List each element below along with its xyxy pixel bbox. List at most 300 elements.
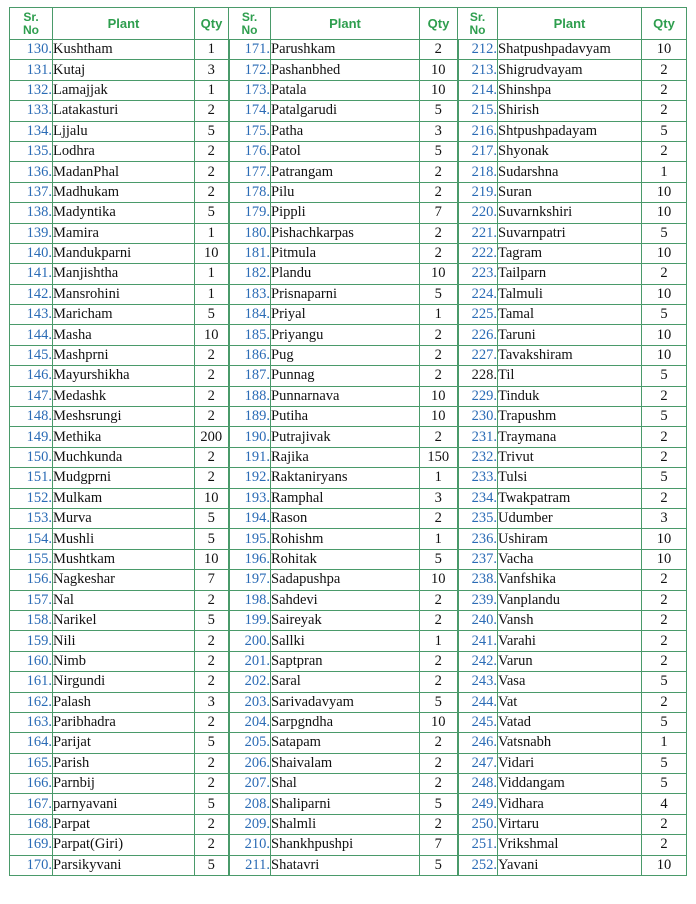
plant-name-cell: Rason <box>271 508 420 528</box>
serial-number-cell: 197. <box>229 570 271 590</box>
plant-name-cell: Mashprni <box>53 345 195 365</box>
serial-number-cell: 167. <box>10 794 53 814</box>
quantity-cell: 2 <box>642 386 687 406</box>
plant-name-cell: Til <box>498 366 642 386</box>
plant-name-cell: Madyntika <box>53 203 195 223</box>
plant-name-cell: Varahi <box>498 631 642 651</box>
serial-number-cell: 155. <box>10 549 53 569</box>
plant-name-cell: Suvarnpatri <box>498 223 642 243</box>
plant-name-cell: Saral <box>271 672 420 692</box>
table-row <box>10 651 687 671</box>
quantity-cell: 1 <box>420 529 458 549</box>
quantity-cell: 2 <box>195 835 229 855</box>
serial-number-cell: 132. <box>10 80 53 100</box>
serial-number-cell: 245. <box>458 712 498 732</box>
plant-quantity-table <box>9 7 687 876</box>
serial-number-cell: 137. <box>10 182 53 202</box>
quantity-cell: 5 <box>642 468 687 488</box>
serial-number-cell: 185. <box>229 325 271 345</box>
serial-number-cell: 135. <box>10 141 53 161</box>
serial-number-cell: 170. <box>10 855 53 875</box>
plant-name-cell: Rohishm <box>271 529 420 549</box>
plant-name-cell: Suran <box>498 182 642 202</box>
quantity-cell: 2 <box>642 488 687 508</box>
header-row <box>10 8 687 40</box>
quantity-cell: 3 <box>195 60 229 80</box>
serial-number-cell: 227. <box>458 345 498 365</box>
plant-name-cell: Sudarshna <box>498 162 642 182</box>
serial-number-cell: 192. <box>229 468 271 488</box>
plant-name-cell: Nili <box>53 631 195 651</box>
serial-number-cell: 144. <box>10 325 53 345</box>
table-row <box>10 814 687 834</box>
quantity-cell: 2 <box>420 672 458 692</box>
serial-number-cell: 198. <box>229 590 271 610</box>
serial-number-cell: 232. <box>458 447 498 467</box>
serial-number-cell: 210. <box>229 835 271 855</box>
serial-number-cell: 180. <box>229 223 271 243</box>
quantity-cell: 5 <box>642 407 687 427</box>
serial-number-cell: 238. <box>458 570 498 590</box>
plant-name-cell: Lamajjak <box>53 80 195 100</box>
plant-name-cell: Ramphal <box>271 488 420 508</box>
plant-name-cell: Pitmula <box>271 243 420 263</box>
table-row <box>10 794 687 814</box>
quantity-cell: 2 <box>642 427 687 447</box>
serial-number-cell: 141. <box>10 264 53 284</box>
plant-name-cell: Sallki <box>271 631 420 651</box>
plant-name-cell: Mulkam <box>53 488 195 508</box>
serial-number-cell: 244. <box>458 692 498 712</box>
table-row <box>10 60 687 80</box>
quantity-cell: 5 <box>195 733 229 753</box>
serial-number-cell: 136. <box>10 162 53 182</box>
serial-number-cell: 213. <box>458 60 498 80</box>
quantity-cell: 5 <box>195 529 229 549</box>
quantity-cell: 5 <box>420 855 458 875</box>
quantity-cell: 2 <box>420 162 458 182</box>
plant-name-cell: Parushkam <box>271 40 420 60</box>
serial-number-cell: 131. <box>10 60 53 80</box>
quantity-cell: 2 <box>195 468 229 488</box>
quantity-cell: 10 <box>195 243 229 263</box>
plant-name-cell: Sarpgndha <box>271 712 420 732</box>
quantity-cell: 2 <box>195 651 229 671</box>
plant-name-cell: Traymana <box>498 427 642 447</box>
serial-number-cell: 168. <box>10 814 53 834</box>
quantity-cell: 7 <box>420 835 458 855</box>
quantity-cell: 1 <box>195 80 229 100</box>
plant-name-cell: Yavani <box>498 855 642 875</box>
serial-number-cell: 223. <box>458 264 498 284</box>
plant-name-cell: Mushtkam <box>53 549 195 569</box>
plant-name-cell: Patol <box>271 141 420 161</box>
plant-name-cell: Nagkeshar <box>53 570 195 590</box>
quantity-cell: 2 <box>420 325 458 345</box>
quantity-cell: 3 <box>642 508 687 528</box>
quantity-cell: 150 <box>420 447 458 467</box>
table-row <box>10 223 687 243</box>
plant-name-cell: Vanplandu <box>498 590 642 610</box>
serial-number-cell: 229. <box>458 386 498 406</box>
plant-name-cell: Shatavri <box>271 855 420 875</box>
plant-name-cell: Priyal <box>271 305 420 325</box>
quantity-cell: 200 <box>195 427 229 447</box>
quantity-cell: 2 <box>195 753 229 773</box>
plant-name-cell: Pishachkarpas <box>271 223 420 243</box>
quantity-cell: 2 <box>420 733 458 753</box>
plant-name-cell: Punnarnava <box>271 386 420 406</box>
serial-number-cell: 166. <box>10 774 53 794</box>
plant-name-cell: Prisnaparni <box>271 284 420 304</box>
table-row <box>10 672 687 692</box>
serial-number-cell: 162. <box>10 692 53 712</box>
serial-number-cell: 159. <box>10 631 53 651</box>
table-row <box>10 40 687 60</box>
plant-name-cell: Satapam <box>271 733 420 753</box>
quantity-cell: 10 <box>420 570 458 590</box>
table-row <box>10 386 687 406</box>
serial-number-cell: 214. <box>458 80 498 100</box>
quantity-cell: 2 <box>642 610 687 630</box>
serial-number-cell: 246. <box>458 733 498 753</box>
serial-number-cell: 248. <box>458 774 498 794</box>
plant-name-cell: Nirgundi <box>53 672 195 692</box>
quantity-cell: 10 <box>642 529 687 549</box>
serial-number-cell: 205. <box>229 733 271 753</box>
plant-name-cell: Paribhadra <box>53 712 195 732</box>
plant-name-cell: Sadapushpa <box>271 570 420 590</box>
quantity-cell: 2 <box>420 610 458 630</box>
serial-number-cell: 172. <box>229 60 271 80</box>
plant-name-cell: Trivut <box>498 447 642 467</box>
table-row <box>10 712 687 732</box>
quantity-cell: 5 <box>642 712 687 732</box>
quantity-cell: 2 <box>420 590 458 610</box>
table-row <box>10 427 687 447</box>
quantity-cell: 5 <box>420 794 458 814</box>
plant-name-cell: Parpat <box>53 814 195 834</box>
quantity-cell: 10 <box>642 549 687 569</box>
table-row <box>10 631 687 651</box>
serial-number-cell: 181. <box>229 243 271 263</box>
serial-number-cell: 139. <box>10 223 53 243</box>
plant-name-cell: Priyangu <box>271 325 420 345</box>
table-row <box>10 345 687 365</box>
serial-number-cell: 158. <box>10 610 53 630</box>
quantity-cell: 2 <box>195 366 229 386</box>
plant-name-cell: Parsikyvani <box>53 855 195 875</box>
quantity-cell: 2 <box>642 141 687 161</box>
quantity-cell: 5 <box>420 101 458 121</box>
quantity-cell: 2 <box>195 631 229 651</box>
serial-number-cell: 208. <box>229 794 271 814</box>
serial-number-cell: 177. <box>229 162 271 182</box>
plant-name-cell: Tulsi <box>498 468 642 488</box>
serial-number-cell: 191. <box>229 447 271 467</box>
serial-number-cell: 224. <box>458 284 498 304</box>
plant-name-cell: Narikel <box>53 610 195 630</box>
plant-name-cell: Mamira <box>53 223 195 243</box>
plant-name-cell: Mansrohini <box>53 284 195 304</box>
serial-number-cell: 212. <box>458 40 498 60</box>
plant-name-cell: Shyonak <box>498 141 642 161</box>
quantity-cell: 2 <box>195 141 229 161</box>
table-row <box>10 590 687 610</box>
quantity-cell: 1 <box>420 631 458 651</box>
quantity-cell: 1 <box>642 733 687 753</box>
sr-no-header: Sr. No <box>229 8 271 40</box>
plant-name-cell: Shankhpushpi <box>271 835 420 855</box>
serial-number-cell: 209. <box>229 814 271 834</box>
table-row <box>10 162 687 182</box>
plant-name-cell: Vidari <box>498 753 642 773</box>
serial-number-cell: 243. <box>458 672 498 692</box>
quantity-cell: 2 <box>420 651 458 671</box>
plant-name-cell: Putiha <box>271 407 420 427</box>
plant-name-cell: Varun <box>498 651 642 671</box>
quantity-cell: 3 <box>420 488 458 508</box>
table-row <box>10 835 687 855</box>
plant-name-cell: Vidhara <box>498 794 642 814</box>
plant-name-cell: Tinduk <box>498 386 642 406</box>
serial-number-cell: 225. <box>458 305 498 325</box>
serial-number-cell: 150. <box>10 447 53 467</box>
plant-header: Plant <box>271 8 420 40</box>
plant-name-cell: Palash <box>53 692 195 712</box>
serial-number-cell: 252. <box>458 855 498 875</box>
qty-header: Qty <box>420 8 458 40</box>
serial-number-cell: 189. <box>229 407 271 427</box>
quantity-cell: 10 <box>195 325 229 345</box>
serial-number-cell: 143. <box>10 305 53 325</box>
serial-number-cell: 134. <box>10 121 53 141</box>
quantity-cell: 10 <box>642 203 687 223</box>
quantity-cell: 2 <box>195 386 229 406</box>
plant-name-cell: Tamal <box>498 305 642 325</box>
serial-number-cell: 164. <box>10 733 53 753</box>
plant-name-cell: Vatsnabh <box>498 733 642 753</box>
quantity-cell: 2 <box>642 101 687 121</box>
serial-number-cell: 199. <box>229 610 271 630</box>
quantity-cell: 1 <box>195 264 229 284</box>
serial-number-cell: 237. <box>458 549 498 569</box>
table-row <box>10 407 687 427</box>
quantity-cell: 5 <box>642 305 687 325</box>
serial-number-cell: 160. <box>10 651 53 671</box>
plant-name-cell: Suvarnkshiri <box>498 203 642 223</box>
serial-number-cell: 231. <box>458 427 498 447</box>
plant-name-cell: Mayurshikha <box>53 366 195 386</box>
plant-name-cell: Methika <box>53 427 195 447</box>
plant-name-cell: Patala <box>271 80 420 100</box>
plant-name-cell: Saptpran <box>271 651 420 671</box>
quantity-cell: 1 <box>195 223 229 243</box>
table-row <box>10 692 687 712</box>
quantity-cell: 7 <box>195 570 229 590</box>
table-row <box>10 203 687 223</box>
quantity-cell: 5 <box>195 855 229 875</box>
quantity-cell: 1 <box>195 284 229 304</box>
plant-name-cell: Mushli <box>53 529 195 549</box>
plant-name-cell: Rohitak <box>271 549 420 569</box>
quantity-cell: 2 <box>195 162 229 182</box>
quantity-cell: 2 <box>420 508 458 528</box>
plant-name-cell: Shatpushpadavyam <box>498 40 642 60</box>
plant-name-cell: Shaliparni <box>271 794 420 814</box>
quantity-cell: 2 <box>642 570 687 590</box>
plant-name-cell: Tailparn <box>498 264 642 284</box>
serial-number-cell: 152. <box>10 488 53 508</box>
serial-number-cell: 234. <box>458 488 498 508</box>
serial-number-cell: 250. <box>458 814 498 834</box>
plant-name-cell: Rajika <box>271 447 420 467</box>
plant-name-cell: Shinshpa <box>498 80 642 100</box>
serial-number-cell: 222. <box>458 243 498 263</box>
serial-number-cell: 219. <box>458 182 498 202</box>
qty-header: Qty <box>642 8 687 40</box>
quantity-cell: 5 <box>195 508 229 528</box>
plant-name-cell: Nal <box>53 590 195 610</box>
quantity-cell: 5 <box>195 121 229 141</box>
quantity-cell: 10 <box>642 40 687 60</box>
serial-number-cell: 202. <box>229 672 271 692</box>
serial-number-cell: 207. <box>229 774 271 794</box>
table-row <box>10 610 687 630</box>
quantity-cell: 1 <box>195 40 229 60</box>
quantity-cell: 5 <box>642 753 687 773</box>
quantity-cell: 10 <box>642 345 687 365</box>
plant-name-cell: Kushtham <box>53 40 195 60</box>
plant-name-cell: Parnbij <box>53 774 195 794</box>
quantity-cell: 2 <box>420 753 458 773</box>
plant-name-cell: Udumber <box>498 508 642 528</box>
serial-number-cell: 179. <box>229 203 271 223</box>
serial-number-cell: 215. <box>458 101 498 121</box>
table-row <box>10 529 687 549</box>
serial-number-cell: 200. <box>229 631 271 651</box>
serial-number-cell: 195. <box>229 529 271 549</box>
quantity-cell: 2 <box>642 835 687 855</box>
plant-name-cell: Parijat <box>53 733 195 753</box>
plant-name-cell: Vansh <box>498 610 642 630</box>
quantity-cell: 2 <box>642 692 687 712</box>
quantity-cell: 2 <box>195 407 229 427</box>
plant-name-cell: Parish <box>53 753 195 773</box>
quantity-cell: 10 <box>642 243 687 263</box>
quantity-cell: 3 <box>420 121 458 141</box>
plant-name-cell: Maricham <box>53 305 195 325</box>
serial-number-cell: 171. <box>229 40 271 60</box>
quantity-cell: 5 <box>642 121 687 141</box>
plant-name-cell: Patrangam <box>271 162 420 182</box>
plant-name-cell: Putrajivak <box>271 427 420 447</box>
plant-name-cell: Pug <box>271 345 420 365</box>
table-row <box>10 121 687 141</box>
serial-number-cell: 176. <box>229 141 271 161</box>
quantity-cell: 10 <box>420 407 458 427</box>
table-row <box>10 488 687 508</box>
table-row <box>10 468 687 488</box>
quantity-cell: 2 <box>642 80 687 100</box>
table-row <box>10 264 687 284</box>
serial-number-cell: 154. <box>10 529 53 549</box>
plant-name-cell: Lodhra <box>53 141 195 161</box>
table-row <box>10 447 687 467</box>
serial-number-cell: 174. <box>229 101 271 121</box>
quantity-cell: 5 <box>195 305 229 325</box>
quantity-cell: 2 <box>195 101 229 121</box>
plant-name-cell: Pashanbhed <box>271 60 420 80</box>
plant-name-cell: parnyavani <box>53 794 195 814</box>
serial-number-cell: 239. <box>458 590 498 610</box>
quantity-cell: 4 <box>642 794 687 814</box>
table-row <box>10 733 687 753</box>
serial-number-cell: 249. <box>458 794 498 814</box>
plant-name-cell: Trapushm <box>498 407 642 427</box>
quantity-cell: 2 <box>420 223 458 243</box>
plant-name-cell: Punnag <box>271 366 420 386</box>
quantity-cell: 10 <box>195 488 229 508</box>
quantity-cell: 10 <box>420 264 458 284</box>
serial-number-cell: 230. <box>458 407 498 427</box>
serial-number-cell: 138. <box>10 203 53 223</box>
serial-number-cell: 204. <box>229 712 271 732</box>
quantity-cell: 5 <box>642 223 687 243</box>
serial-number-cell: 218. <box>458 162 498 182</box>
serial-number-cell: 187. <box>229 366 271 386</box>
serial-number-cell: 142. <box>10 284 53 304</box>
table-row <box>10 284 687 304</box>
serial-number-cell: 157. <box>10 590 53 610</box>
serial-number-cell: 217. <box>458 141 498 161</box>
serial-number-cell: 241. <box>458 631 498 651</box>
quantity-cell: 2 <box>420 40 458 60</box>
plant-name-cell: Twakpatram <box>498 488 642 508</box>
quantity-cell: 5 <box>195 610 229 630</box>
plant-name-cell: Masha <box>53 325 195 345</box>
plant-name-cell: Vacha <box>498 549 642 569</box>
serial-number-cell: 247. <box>458 753 498 773</box>
plant-name-cell: MadanPhal <box>53 162 195 182</box>
plant-name-cell: Plandu <box>271 264 420 284</box>
quantity-cell: 2 <box>420 814 458 834</box>
quantity-cell: 2 <box>195 672 229 692</box>
plant-name-cell: Vasa <box>498 672 642 692</box>
plant-name-cell: Medashk <box>53 386 195 406</box>
table-row <box>10 80 687 100</box>
plant-name-cell: Parpat(Giri) <box>53 835 195 855</box>
table-row <box>10 753 687 773</box>
quantity-cell: 10 <box>642 325 687 345</box>
quantity-cell: 5 <box>420 692 458 712</box>
quantity-cell: 5 <box>420 549 458 569</box>
quantity-cell: 10 <box>420 60 458 80</box>
quantity-cell: 1 <box>420 468 458 488</box>
quantity-cell: 2 <box>642 60 687 80</box>
quantity-cell: 2 <box>420 366 458 386</box>
table-row <box>10 366 687 386</box>
serial-number-cell: 153. <box>10 508 53 528</box>
serial-number-cell: 194. <box>229 508 271 528</box>
serial-number-cell: 203. <box>229 692 271 712</box>
serial-number-cell: 201. <box>229 651 271 671</box>
quantity-cell: 10 <box>642 284 687 304</box>
serial-number-cell: 221. <box>458 223 498 243</box>
serial-number-cell: 183. <box>229 284 271 304</box>
serial-number-cell: 130. <box>10 40 53 60</box>
serial-number-cell: 149. <box>10 427 53 447</box>
